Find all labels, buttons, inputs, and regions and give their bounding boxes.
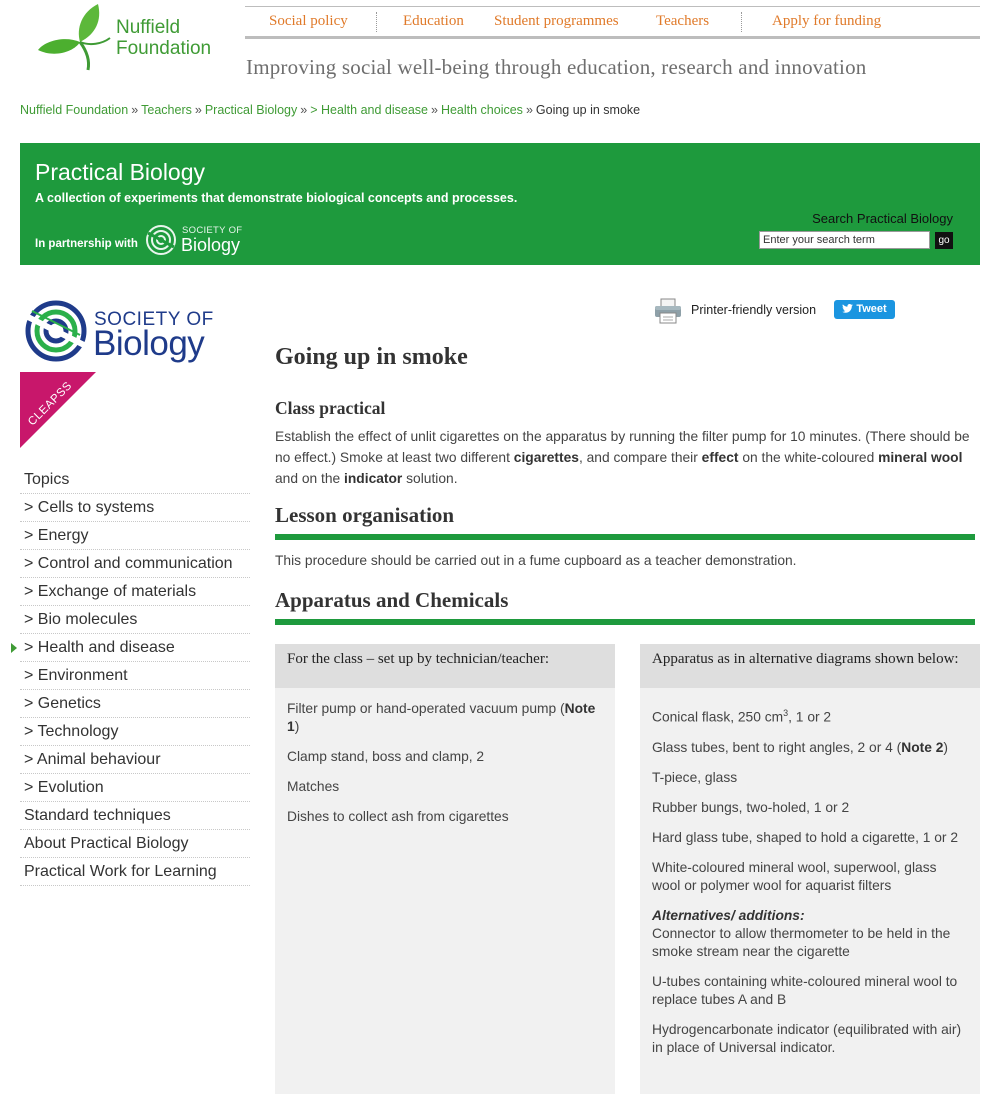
intro-paragraph: Establish the effect of unlit cigarettes on the apparatus by running the filter pump for 10 minutes. (There should be no effect.) Smoke at least two different cigarettes, and compare their effect on the white-coloured mineral wool and on the indicator solution. xyxy=(275,429,970,486)
list-item: White-coloured mineral wool, superwool, glass wool or polymer wool for aquarist filters xyxy=(652,859,937,893)
cleapss-triangle-icon xyxy=(20,372,96,448)
lesson-organisation-heading: Lesson organisation xyxy=(275,503,455,527)
sidebar-item-bio-molecules[interactable]: > Bio molecules xyxy=(20,606,250,634)
breadcrumb-link[interactable]: Nuffield Foundation xyxy=(20,103,129,117)
list-item: Rubber bungs, two-holed, 1 or 2 xyxy=(652,799,850,815)
apparatus-alternatives-box xyxy=(640,644,980,1094)
banner-partner-label: In partnership with xyxy=(35,238,138,250)
class-setup-list xyxy=(275,688,615,850)
breadcrumb-link[interactable]: Practical Biology xyxy=(204,103,298,117)
top-navigation xyxy=(245,6,980,39)
list-item: Dishes to collect ash from cigarettes xyxy=(287,809,509,824)
active-arrow-icon xyxy=(11,643,17,653)
society-of-biology-rings-icon xyxy=(22,295,90,363)
breadcrumb-link[interactable]: > Health and disease xyxy=(310,103,428,117)
search-label: Search Practical Biology xyxy=(812,211,953,226)
apparatus-heading: Apparatus and Chemicals xyxy=(275,588,509,612)
sidebar-item-label: > Health and disease xyxy=(24,639,175,656)
list-item: Hydrogencarbonate indicator (equilibrated with air) in place of Universal indicator. xyxy=(652,1021,962,1055)
list-item: Matches xyxy=(287,779,340,794)
nuffield-logo[interactable] xyxy=(36,2,226,72)
banner-partner-small-text: SOCIETY OF xyxy=(182,225,243,236)
sidebar-item-energy[interactable]: > Energy xyxy=(20,522,250,550)
society-of-biology-logo[interactable] xyxy=(22,295,222,365)
sob-logo-big-text: Biology xyxy=(93,324,205,363)
cleapss-badge[interactable] xyxy=(20,372,96,448)
printer-icon[interactable] xyxy=(654,298,682,324)
breadcrumb-separator: » xyxy=(194,103,202,117)
sidebar-item-about-practical-biology[interactable]: About Practical Biology xyxy=(20,830,250,858)
topnav-divider xyxy=(741,12,742,32)
twitter-bird-icon xyxy=(842,304,853,313)
section-divider xyxy=(275,619,975,625)
list-item: T-piece, glass xyxy=(652,769,738,785)
list-item: Glass tubes, bent to right angles, 2 or 4 (Note 2) xyxy=(652,739,949,755)
list-item: Filter pump or hand-operated vacuum pump (Note 1) xyxy=(287,701,596,734)
sidebar-item-exchange-of-materials[interactable]: > Exchange of materials xyxy=(20,578,250,606)
tweet-label: Tweet xyxy=(856,303,887,315)
search-input[interactable] xyxy=(759,231,930,249)
list-item: Clamp stand, boss and clamp, 2 xyxy=(287,749,485,764)
lesson-organisation-text: This procedure should be carried out in a fume cupboard as a teacher demonstration. xyxy=(275,553,797,568)
class-setup-heading: For the class – set up by technician/teacher: xyxy=(275,644,615,688)
tweet-button[interactable] xyxy=(834,300,895,319)
breadcrumb-separator: » xyxy=(430,103,438,117)
topnav-apply-for-funding[interactable]: Apply for funding xyxy=(772,13,882,29)
society-of-biology-mark-icon xyxy=(144,223,180,257)
topnav-education[interactable]: Education xyxy=(403,13,464,29)
sidebar-item-environment[interactable]: > Environment xyxy=(20,662,250,690)
breadcrumb-separator: » xyxy=(525,103,533,117)
sidebar-item-standard-techniques[interactable]: Standard techniques xyxy=(20,802,250,830)
sidebar-item-practical-work-for-learning[interactable]: Practical Work for Learning xyxy=(20,858,250,886)
note-1-link[interactable]: Note 1 xyxy=(287,701,596,734)
sidebar-navigation xyxy=(20,466,250,886)
nuffield-leaf-icon xyxy=(36,2,116,72)
list-item: U-tubes containing white-coloured mineral wool to replace tubes A and B xyxy=(652,973,958,1007)
sidebar-item-genetics[interactable]: > Genetics xyxy=(20,690,250,718)
class-practical-heading: Class practical xyxy=(275,398,386,418)
sob-logo-small-text: SOCIETY OF xyxy=(94,309,214,330)
practical-biology-banner xyxy=(20,143,980,265)
printer-friendly-link[interactable]: Printer-friendly version xyxy=(691,303,817,317)
topnav-divider xyxy=(376,12,377,32)
sidebar-item-evolution[interactable]: > Evolution xyxy=(20,774,250,802)
apparatus-alternatives-list xyxy=(640,688,980,1081)
list-item: Conical flask, 250 $cm^3$, 1 or 2 xyxy=(652,708,832,725)
section-divider xyxy=(275,534,975,540)
sidebar-item-animal-behaviour[interactable]: > Animal behaviour xyxy=(20,746,250,774)
breadcrumb xyxy=(20,103,640,117)
sidebar-item-control-and-communication[interactable]: > Control and communication xyxy=(20,550,250,578)
breadcrumb-link[interactable]: Health choices xyxy=(440,103,523,117)
breadcrumb-link[interactable]: Teachers xyxy=(141,103,192,117)
banner-society-of-biology-logo[interactable] xyxy=(144,223,254,259)
site-tagline: Improving social well-being through education, research and innovation xyxy=(246,55,867,79)
apparatus-alternatives-heading: Apparatus as in alternative diagrams shown below: xyxy=(640,644,980,688)
page-title: Going up in smoke xyxy=(275,344,468,370)
breadcrumb-current: Going up in smoke xyxy=(535,103,641,117)
topnav-student-programmes[interactable]: Student programmes xyxy=(494,13,619,29)
topnav-social-policy[interactable]: Social policy xyxy=(269,13,348,29)
search-go-button[interactable]: go xyxy=(935,232,953,249)
breadcrumb-separator: » xyxy=(300,103,308,117)
sidebar-item-cells-to-systems[interactable]: > Cells to systems xyxy=(20,494,250,522)
note-2-link[interactable]: Note 2 xyxy=(901,739,944,755)
cleapss-label: CLEAPSS xyxy=(26,379,75,429)
nuffield-logo-text: Nuffield Foundation xyxy=(116,17,212,59)
list-item: Connector to allow thermometer to be held in the smoke stream near the cigarette xyxy=(652,925,951,959)
class-setup-box xyxy=(275,644,615,1094)
sidebar-item-topics[interactable]: Topics xyxy=(20,466,250,494)
sidebar-item-technology[interactable]: > Technology xyxy=(20,718,250,746)
sidebar-item-health-and-disease[interactable] xyxy=(20,634,250,662)
list-item: Hard glass tube, shaped to hold a cigarette, 1 or 2 xyxy=(652,829,959,845)
banner-partner-big-text: Biology xyxy=(181,235,241,255)
topnav-teachers[interactable]: Teachers xyxy=(656,13,710,29)
breadcrumb-separator: » xyxy=(131,103,139,117)
banner-subtitle: A collection of experiments that demonstrate biological concepts and processes. xyxy=(35,191,518,205)
alternatives-subheading: Alternatives/ additions: xyxy=(652,907,805,923)
banner-title[interactable]: Practical Biology xyxy=(35,159,206,185)
